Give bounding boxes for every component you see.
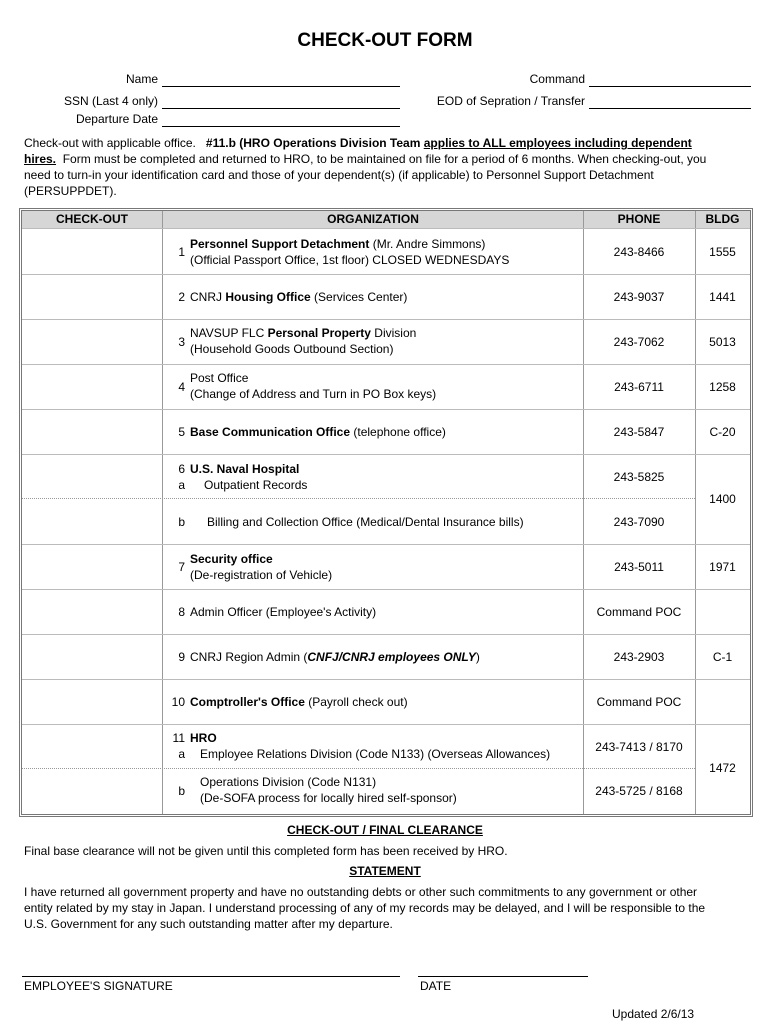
phone-value: 243-5725 / 8168 [595,784,683,798]
org-detail: (Official Passport Office, 1st floor) CLOSED WEDNESDAYS [190,253,510,267]
statement-text [24,884,764,932]
phone-value: 243-8466 [613,245,665,259]
name-field[interactable] [162,86,400,87]
bldg-value: 1472 [709,761,736,775]
phone-value: 243-7062 [613,335,665,349]
checkout-cell-2[interactable] [22,275,162,319]
row-number: 6 [178,462,185,476]
command-label: Command [529,72,585,86]
intro-text-4: (PERSUPPDET). [24,184,117,198]
org-name-rest: Division [370,326,417,340]
bldg-value: 1400 [709,492,736,506]
org-name [190,237,485,251]
checkout-cell-6[interactable] [22,455,162,544]
org-detail: (De-registration of Vehicle) [190,568,333,582]
phone-value: 243-9037 [613,290,665,304]
phone-value: Command POC [596,605,682,619]
org-name-suffix: ) [475,650,480,664]
org-name-prefix: CNRJ [190,290,226,304]
phone-value: 243-7090 [613,515,665,529]
date-field[interactable] [418,976,588,977]
checkout-cell-9[interactable] [22,635,162,679]
departure-date-field[interactable] [162,126,400,127]
org-name-rest: (Mr. Andre Simmons) [369,237,486,251]
command-field[interactable] [589,86,751,87]
header-organization: ORGANIZATION [327,212,419,226]
org-name [190,326,416,340]
header-bldg: BLDG [705,212,740,226]
signature-field[interactable] [22,976,400,977]
ssn-field[interactable] [162,108,400,109]
row-number: 11 [172,731,185,745]
org-name-rest: (telephone office) [350,425,446,439]
intro-text-3: need to turn-in your identification card and those of your dependent(s) (if applicable) to Personnel Support Detachment [24,168,654,182]
phone-value: 243-5847 [613,425,665,439]
bldg-value: 5013 [709,335,736,349]
header-phone: PHONE [617,212,661,226]
page-title: CHECK-OUT FORM [297,30,473,51]
bldg-value: C-20 [709,425,736,439]
org-name [190,425,446,439]
org-name [190,552,273,566]
org-name [190,731,217,745]
signature-label: EMPLOYEE'S SIGNATURE [24,979,173,993]
org-sub-detail: (De-SOFA process for locally hired self-sponsor) [200,791,457,805]
sub-letter: b [178,515,185,529]
phone-value: 243-5011 [614,560,664,574]
org-sub-item: Operations Division (Code N131) [200,775,377,789]
phone-value: 243-6711 [614,380,664,394]
bldg-value: 1258 [709,380,736,394]
org-name-bold: Housing Office [225,290,311,304]
phone-value: 243-5825 [613,470,665,484]
ssn-label: SSN (Last 4 only) [63,94,158,108]
intro-text-2: Form must be completed and returned to HRO, to be maintained on file for a period of 6 months. When checking-out, you [62,152,707,166]
phone-value: 243-7413 / 8170 [595,740,683,754]
org-name [190,695,408,709]
org-name [190,290,407,304]
sub-letter: a [178,747,185,761]
statement-line: entity related by my stay in Japan. I understand processing of any of my records may be delayed, and I will be responsible to the [24,901,706,915]
org-name [190,462,299,476]
checkout-cell-4[interactable] [22,365,162,409]
intro-hires: hires. [24,152,57,166]
checkout-cell-7[interactable] [22,545,162,589]
row-number: 10 [171,695,185,709]
header-checkout: CHECK-OUT [56,212,128,226]
statement-heading: STATEMENT [349,864,421,878]
org-name-prefix: CNRJ Region Admin ( [190,650,308,664]
row-number: 3 [178,335,185,349]
statement-line: I have returned all government property and have no outstanding debts or other such commitments to any government or other [24,885,698,899]
org-name: Admin Officer (Employee's Activity) [190,605,377,619]
org-name [190,650,480,664]
eod-label: EOD of Sepration / Transfer [436,94,585,108]
row-number: 1 [178,245,185,259]
row-number: 4 [178,380,185,394]
org-name-bold: Personal Property [267,326,371,340]
checkout-cell-8[interactable] [22,590,162,634]
checkout-cell-3[interactable] [22,320,162,364]
row-number: 7 [178,560,185,574]
intro-bold-underline: applies to ALL employees including dependent [423,136,692,150]
org-name-rest: (Services Center) [310,290,408,304]
date-label: DATE [420,979,452,993]
org-sub-item: Employee Relations Division (Code N133) (Overseas Allowances) [200,747,551,761]
clearance-heading: CHECK-OUT / FINAL CLEARANCE [287,823,483,837]
intro-bold: #11.b (HRO Operations Division Team [205,136,421,150]
checkout-cell-11[interactable] [22,725,162,811]
checkout-cell-5[interactable] [22,410,162,454]
bldg-value: 1971 [709,560,736,574]
org-name-bold: Security office [190,552,273,566]
updated-date: Updated 2/6/13 [612,1007,695,1021]
intro-paragraph [24,135,754,199]
name-label: Name [125,72,158,86]
phone-value: 243-2903 [613,650,665,664]
sub-letter: b [178,784,185,798]
bldg-value: C-1 [712,650,733,664]
org-name-bold: U.S. Naval Hospital [190,462,300,476]
departure-date-label: Departure Date [75,112,158,126]
org-name-prefix: NAVSUP FLC [190,326,268,340]
checkout-cell-1[interactable] [22,229,162,274]
row-number: 9 [178,650,185,664]
org-name: Post Office [190,371,249,385]
row-number: 2 [178,290,185,304]
org-name-bold: Base Communication Office [190,425,351,439]
bldg-value: 1441 [709,290,736,304]
bldg-value: 1555 [709,245,736,259]
clearance-text: Final base clearance will not be given until this completed form has been received by HRO. [24,844,508,858]
org-name-rest: (Payroll check out) [304,695,408,709]
org-detail: (Household Goods Outbound Section) [190,342,394,356]
org-detail: (Change of Address and Turn in PO Box keys) [190,387,437,401]
intro-text: Check-out with applicable office. [24,136,196,150]
eod-field[interactable] [589,108,751,109]
org-name-bold: HRO [190,731,217,745]
org-sub-item: Billing and Collection Office (Medical/Dental Insurance bills) [207,515,524,529]
org-name-bold: Comptroller's Office [190,695,305,709]
org-name-bold-italic: CNFJ/CNRJ employees ONLY [307,650,476,664]
org-name-bold: Personnel Support Detachment [190,237,370,251]
row-number: 5 [178,425,185,439]
row-number: 8 [178,605,185,619]
statement-line: U.S. Government for any such outstanding matter after my departure. [24,917,393,931]
org-sub-item: Outpatient Records [204,478,308,492]
checkout-cell-10[interactable] [22,680,162,724]
phone-value: Command POC [596,695,682,709]
sub-letter: a [178,478,185,492]
